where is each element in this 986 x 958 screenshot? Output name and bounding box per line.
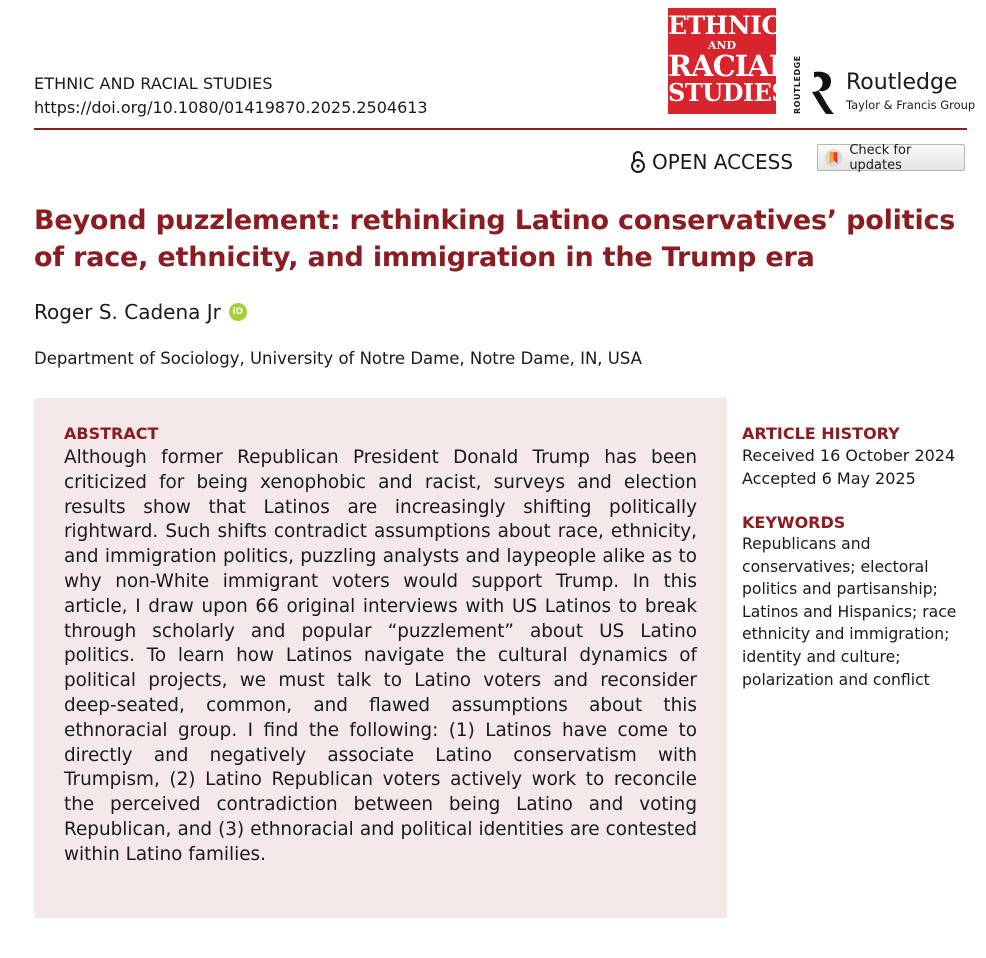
keywords-list: Republicans and conservatives; electoral politics and partisanship; Latinos and Hispanics; race ethnicity and immigration; identity and culture; polarization and conflict <box>742 535 957 689</box>
author <box>34 300 247 324</box>
check-for-updates-button[interactable] <box>817 144 965 171</box>
author-affiliation: Department of Sociology, University of Notre Dame, Notre Dame, IN, USA <box>34 349 642 368</box>
open-access-label: OPEN ACCESS <box>652 150 794 174</box>
article-history-heading: ARTICLE HISTORY <box>742 424 900 443</box>
received-date: Received 16 October 2024 <box>742 446 956 465</box>
doi-link[interactable]: https://doi.org/10.1080/01419870.2025.2504613 <box>34 98 428 117</box>
keywords-heading: KEYWORDS <box>742 513 846 532</box>
logo-line-and: AND <box>707 39 737 52</box>
logo-line-studies: STUDIES <box>668 78 789 107</box>
publisher-name: Routledge <box>846 70 958 95</box>
header-divider <box>34 128 967 130</box>
routledge-logo-icon <box>808 68 838 116</box>
abstract-heading: ABSTRACT <box>64 424 159 443</box>
publisher-subtitle: Taylor & Francis Group <box>846 98 976 112</box>
logo-line-racial: RACIAL <box>668 49 789 83</box>
author-name[interactable]: Roger S. Cadena Jr <box>34 300 221 324</box>
crossmark-icon <box>824 148 843 168</box>
routledge-vertical-text: ROUTLEDGE <box>793 55 802 114</box>
open-access-badge <box>630 150 793 174</box>
accepted-date: Accepted 6 May 2025 <box>742 469 916 488</box>
journal-logo[interactable] <box>668 8 789 114</box>
check-updates-label: Check for updates <box>849 142 912 173</box>
open-lock-icon <box>630 150 646 174</box>
abstract-text: Although former Republican President Donald Trump has been criticized for being xenophobic and racist, surveys and election results show that Latinos are increasingly shifting politically rightward. Such shifts contradict assumptions about race, ethnicity, and immigration politics, puzzling analysts and laypeople alike as to why non-White immigrant voters would support Trump. In this article, I draw upon 66 original interviews with US Latinos to break through scholarly and popular “puzzlement” about US Latino politics. To learn how Latinos navigate the cultural dynamics of political projects, we must talk to Latino voters and reconsider deep-seated, common, and flawed assumptions about this ethnoracial group. I find the following: (1) Latinos have come to directly and negatively associate Latino conservatism with Trumpism, (2) Latino Republican voters actively work to reconcile the perceived contradiction between being Latino and voting Republican, and (3) ethnoracial and political identities are contested within Latino families. <box>64 447 697 865</box>
article-title: Beyond puzzlement: rethinking Latino conservatives’ politics of race, ethnicity, and immigration in the Trump era <box>34 205 956 273</box>
logo-line-ethnic: ETHNIC <box>668 11 781 40</box>
orcid-icon[interactable]: iD <box>229 303 247 321</box>
journal-name: ETHNIC AND RACIAL STUDIES <box>34 74 273 93</box>
